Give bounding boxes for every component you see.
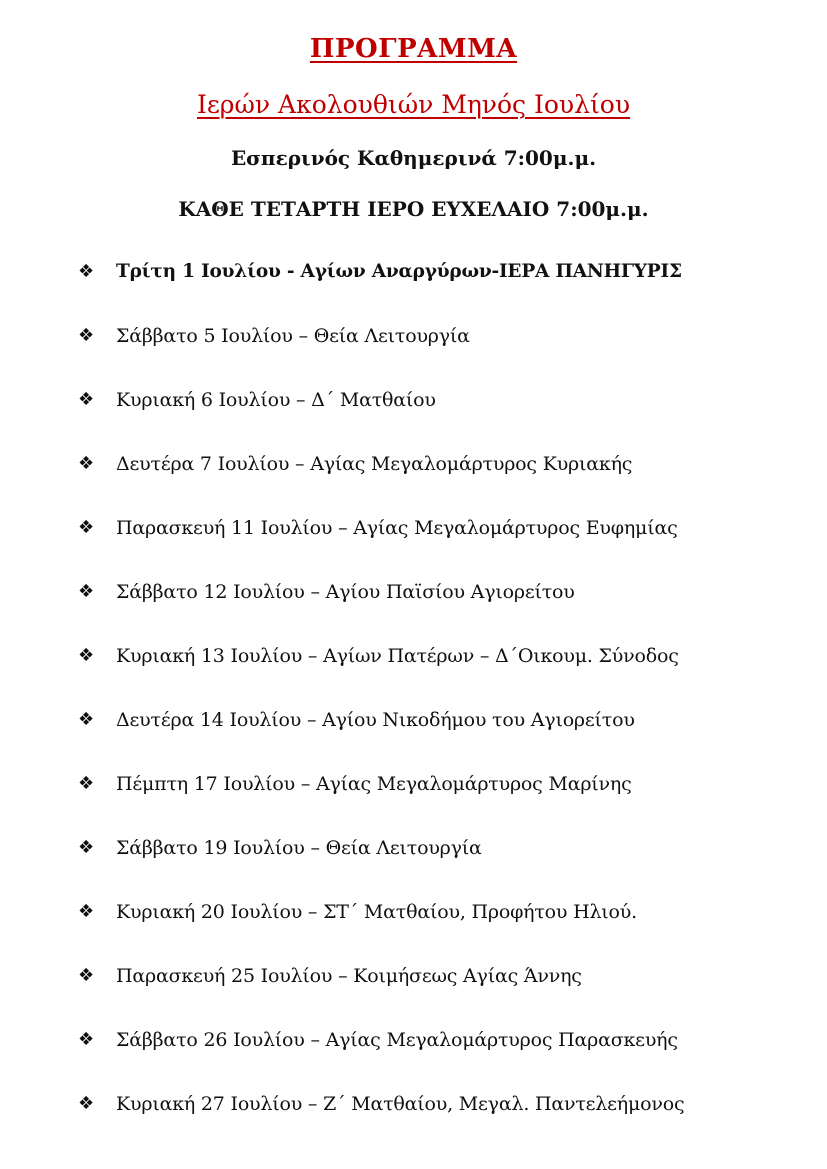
schedule-list — [78, 258, 798, 1154]
diamond-bullet-icon: ❖ — [78, 389, 95, 410]
schedule-item — [78, 642, 798, 706]
diamond-bullet-icon: ❖ — [78, 1093, 95, 1114]
schedule-item — [78, 258, 798, 322]
schedule-item-text: Παρασκευή 25 Ιουλίου – Κοιμήσεως Αγίας Άννης — [116, 965, 582, 987]
diamond-bullet-icon: ❖ — [78, 837, 95, 858]
schedule-item — [78, 386, 798, 450]
schedule-item — [78, 514, 798, 578]
schedule-item — [78, 1090, 798, 1154]
schedule-item — [78, 770, 798, 834]
page-subtitle: Ιερών Ακολουθιών Μηνός Ιουλίου — [196, 90, 631, 119]
diamond-bullet-icon: ❖ — [78, 709, 95, 730]
diamond-bullet-icon: ❖ — [78, 773, 95, 794]
schedule-item-text: Σάββατο 19 Ιουλίου – Θεία Λειτουργία — [116, 837, 482, 859]
page-title: ΠΡΟΓΡΑΜΜΑ — [309, 34, 518, 64]
schedule-item-text: Σάββατο 5 Ιουλίου – Θεία Λειτουργία — [116, 325, 470, 347]
vespers-note: Εσπερινός Καθημερινά 7:00μ.μ. — [230, 146, 597, 170]
diamond-bullet-icon: ❖ — [78, 1029, 95, 1050]
diamond-bullet-icon: ❖ — [78, 901, 95, 922]
diamond-bullet-icon: ❖ — [78, 325, 95, 346]
schedule-item-text: Τρίτη 1 Ιουλίου - Αγίων Αναργύρων-ΙΕΡΑ ΠΑΝΗΓΥΡΙΣ — [116, 261, 682, 282]
schedule-item-text: Κυριακή 27 Ιουλίου – Ζ΄ Ματθαίου, Μεγαλ. Παντελεήμονος — [116, 1093, 685, 1115]
schedule-item — [78, 322, 798, 386]
unction-note: ΚΑΘΕ ΤΕΤΑΡΤΗ ΙΕΡΟ ΕΥΧΕΛΑΙΟ 7:00μ.μ. — [178, 197, 649, 221]
schedule-item-text: Κυριακή 20 Ιουλίου – ΣΤ΄ Ματθαίου, Προφήτου Ηλιού. — [116, 901, 637, 923]
diamond-bullet-icon: ❖ — [78, 261, 95, 282]
schedule-item-text: Κυριακή 6 Ιουλίου – Δ΄ Ματθαίου — [116, 389, 436, 411]
diamond-bullet-icon: ❖ — [78, 517, 95, 538]
diamond-bullet-icon: ❖ — [78, 965, 95, 986]
schedule-item-text: Κυριακή 13 Ιουλίου – Αγίων Πατέρων – Δ΄Οικουμ. Σύνοδος — [116, 645, 679, 667]
diamond-bullet-icon: ❖ — [78, 581, 95, 602]
schedule-item-text: Δευτέρα 14 Ιουλίου – Αγίου Νικοδήμου του Αγιορείτου — [116, 709, 635, 731]
schedule-item-text: Πέμπτη 17 Ιουλίου – Αγίας Μεγαλομάρτυρος Μαρίνης — [116, 773, 632, 795]
schedule-item — [78, 450, 798, 514]
schedule-item-text: Σάββατο 12 Ιουλίου – Αγίου Παϊσίου Αγιορείτου — [116, 581, 575, 603]
schedule-item — [78, 578, 798, 642]
schedule-item — [78, 962, 798, 1026]
schedule-item — [78, 1026, 798, 1090]
schedule-item — [78, 898, 798, 962]
diamond-bullet-icon: ❖ — [78, 453, 95, 474]
schedule-item — [78, 834, 798, 898]
schedule-item-text: Σάββατο 26 Ιουλίου – Αγίας Μεγαλομάρτυρος Παρασκευής — [116, 1029, 678, 1051]
schedule-item-text: Παρασκευή 11 Ιουλίου – Αγίας Μεγαλομάρτυρος Ευφημίας — [116, 517, 678, 539]
schedule-item-text: Δευτέρα 7 Ιουλίου – Αγίας Μεγαλομάρτυρος Κυριακής — [116, 453, 633, 475]
schedule-item — [78, 706, 798, 770]
diamond-bullet-icon: ❖ — [78, 645, 95, 666]
